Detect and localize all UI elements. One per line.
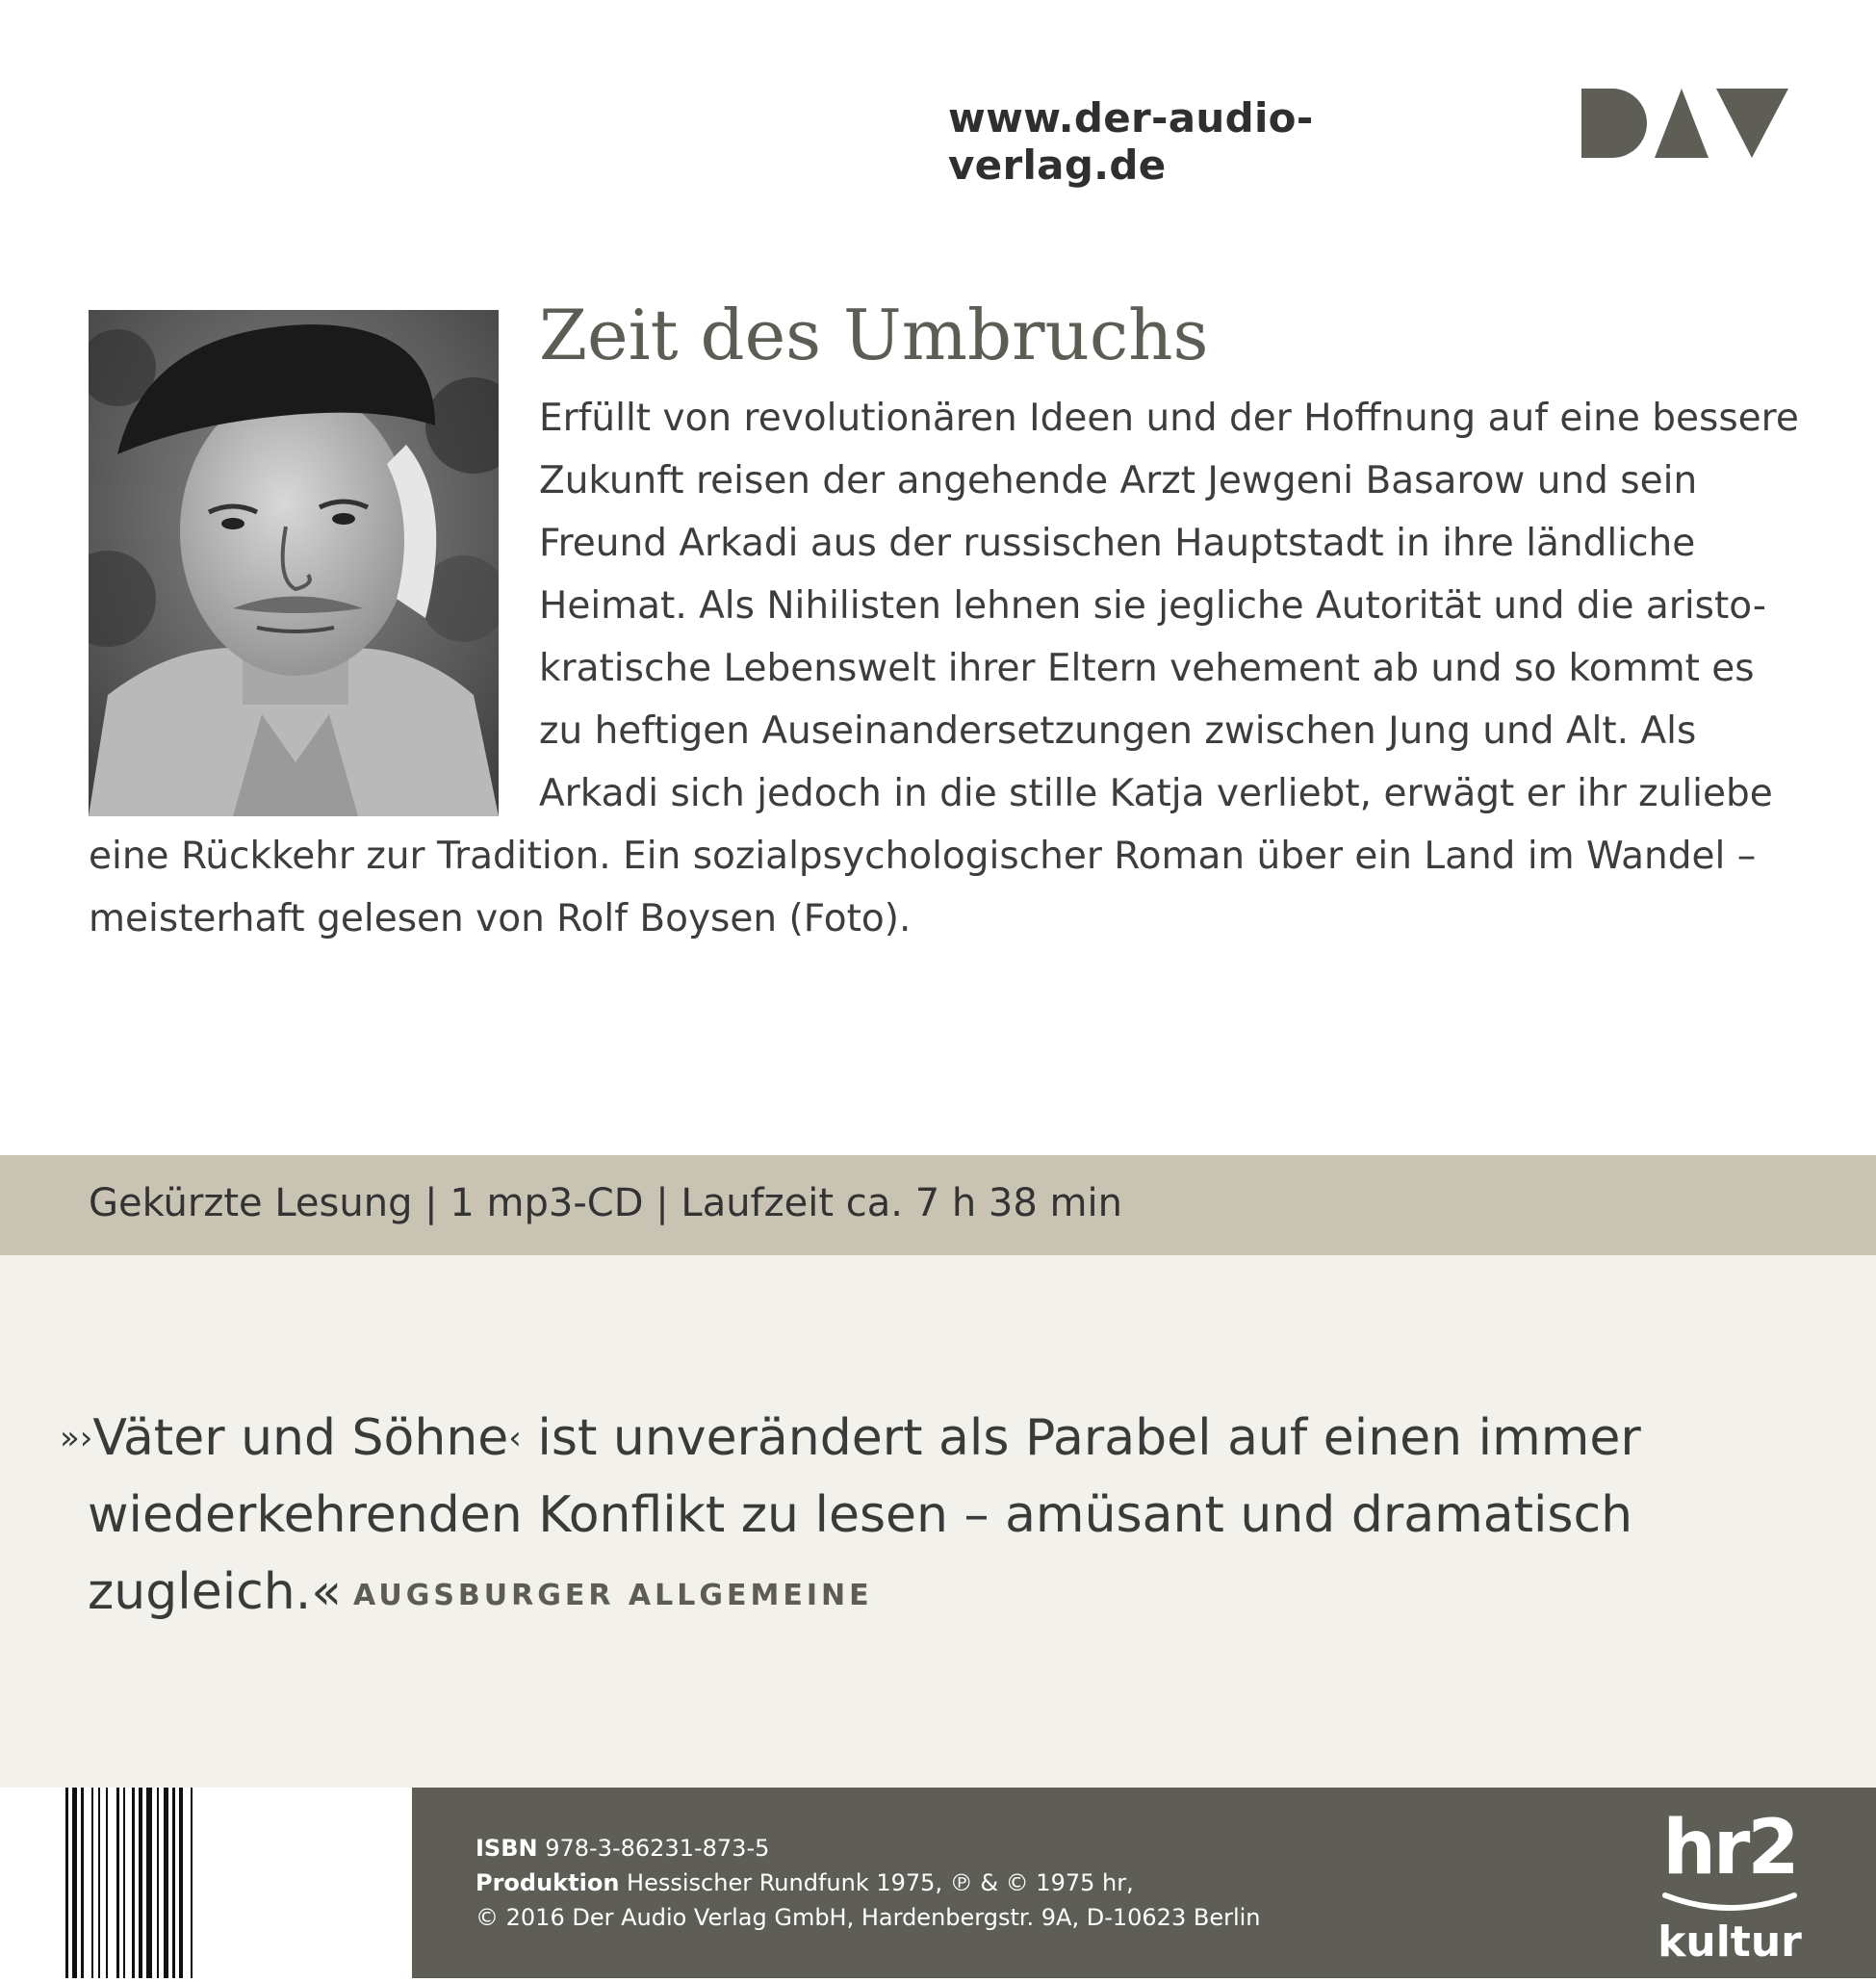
barcode-bar <box>172 1788 175 1978</box>
barcode-bar <box>81 1788 84 1978</box>
isbn-line <box>475 1835 769 1862</box>
barcode-bar <box>157 1788 159 1978</box>
footer <box>412 1788 1876 1978</box>
barcode-bar <box>139 1788 142 1978</box>
barcode-bar <box>123 1788 125 1978</box>
barcode-icon <box>0 1788 412 1978</box>
product-info: Gekürzte Lesung | 1 mp3-CD | Laufzeit ca. 7 h 38 min <box>89 1181 1122 1225</box>
description-line: Arkadi sich jedoch in die stille Katja verliebt, erwägt er ihr zuliebe <box>539 772 1773 815</box>
description-line: Freund Arkadi aus der russischen Hauptstadt in ihre ländliche <box>539 522 1696 565</box>
copyright-line: © 2016 Der Audio Verlag GmbH, Hardenbergstr. 9A, D-10623 Berlin <box>475 1904 1261 1931</box>
quote-line-3-text: zugleich.« <box>88 1563 343 1621</box>
quote-line-1-rest: ist unverändert als Parabel auf einen immer <box>521 1409 1641 1467</box>
barcode-bar <box>191 1788 193 1978</box>
barcode-bar <box>146 1788 152 1978</box>
press-quote-section <box>0 1255 1876 1788</box>
quote-source: AUGSBURGER ALLGEMEINE <box>353 1579 873 1612</box>
quote-book-title: Väter und Söhne <box>92 1409 509 1467</box>
barcode-bar <box>98 1788 100 1978</box>
hr2-kultur-logo-icon <box>1658 1805 1802 1972</box>
barcode-bar <box>132 1788 135 1978</box>
description-line: zu heftigen Auseinandersetzungen zwischen Jung und Alt. Als <box>539 709 1697 753</box>
description-line: Erfüllt von revolutionären Ideen und der Hoffnung auf eine bessere <box>539 397 1799 440</box>
description-line: kratische Lebenswelt ihrer Eltern vehement ab und so kommt es <box>539 647 1755 690</box>
publisher-url[interactable]: www.der-audio-verlag.de <box>948 94 1314 189</box>
barcode-bar <box>106 1788 108 1978</box>
portrait-image <box>89 310 499 816</box>
quote-line-1 <box>60 1409 1641 1467</box>
barcode <box>0 1788 412 1978</box>
description-line: Heimat. Als Nihilisten lehnen sie jegliche Autorität und die aristo- <box>539 584 1766 628</box>
isbn-label: ISBN <box>475 1835 538 1862</box>
barcode-bar <box>91 1788 93 1978</box>
quote-open-mark: »› <box>60 1419 93 1457</box>
hr2-wave-icon <box>1658 1892 1802 1915</box>
barcode-bar <box>179 1788 183 1978</box>
hr2-logo-bottom: kultur <box>1658 1918 1802 1967</box>
header <box>0 0 1876 289</box>
isbn-value: 978-3-86231-873-5 <box>537 1835 770 1862</box>
hr2-logo-top: hr2 <box>1662 1805 1797 1892</box>
description-line: Zukunft reisen der angehende Arzt Jewgeni Basarow und sein <box>539 459 1698 502</box>
product-info-band <box>0 1155 1876 1255</box>
barcode-bar <box>164 1788 168 1978</box>
reader-photo <box>89 310 499 816</box>
production-value: Hessischer Rundfunk 1975, ℗ & © 1975 hr, <box>619 1869 1134 1896</box>
barcode-bar <box>116 1788 119 1978</box>
quote-line-3 <box>88 1563 873 1621</box>
barcode-bar <box>65 1788 68 1978</box>
dav-logo-icon <box>1581 89 1788 158</box>
production-label: Produktion <box>475 1869 620 1896</box>
quote-line-2: wiederkehrenden Konflikt zu lesen – amüsant und dramatisch <box>88 1486 1633 1544</box>
description-line: eine Rückkehr zur Tradition. Ein sozialpsychologischer Roman über ein Land im Wandel – <box>89 835 1757 878</box>
production-line <box>475 1869 1134 1896</box>
quote-inner-close-mark: ‹ <box>508 1419 522 1457</box>
section-title: Zeit des Umbruchs <box>539 295 1209 375</box>
barcode-bar <box>72 1788 77 1978</box>
description-line: meisterhaft gelesen von Rolf Boysen (Foto). <box>89 897 912 940</box>
